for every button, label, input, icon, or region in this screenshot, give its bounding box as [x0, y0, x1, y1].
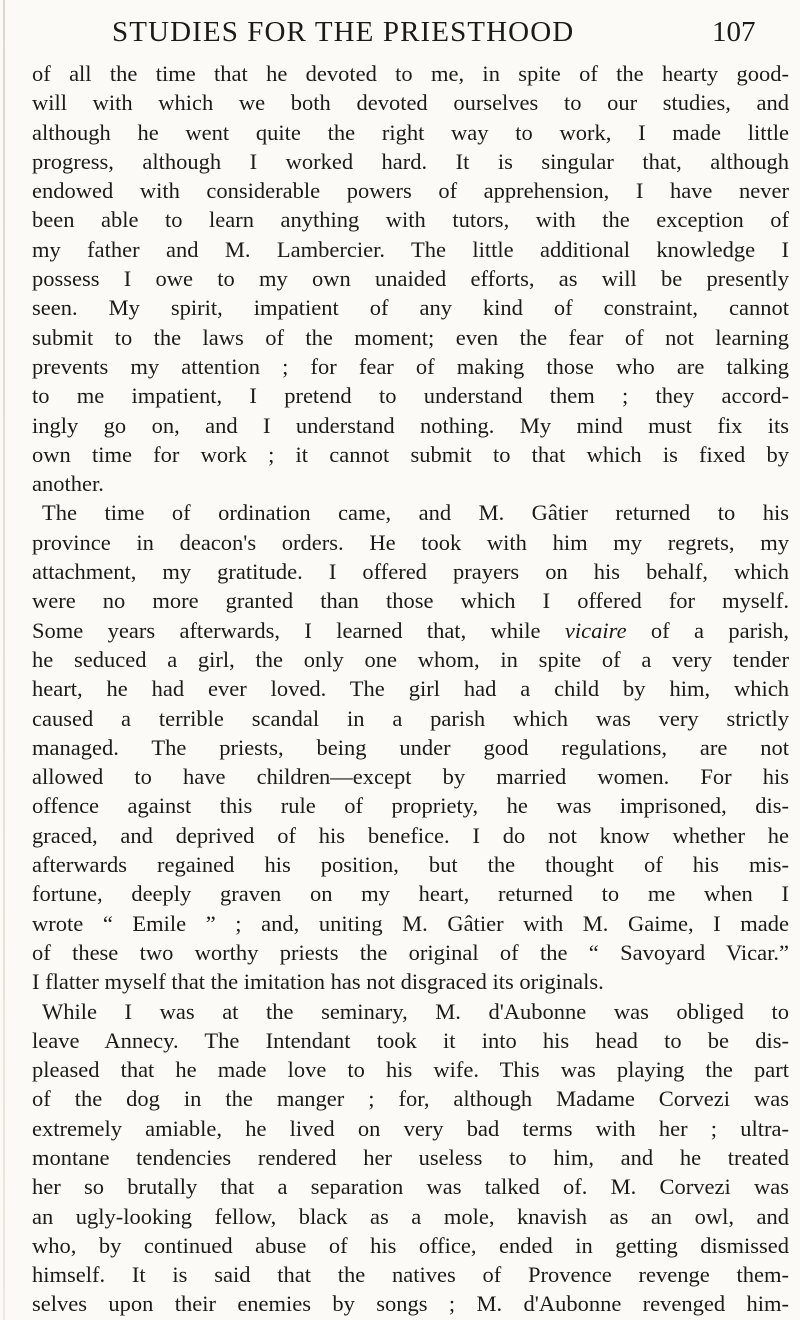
page-header	[112, 16, 800, 52]
text-line: my father and M. Lambercier. The little additional knowledge I	[32, 236, 789, 262]
text-line: an ugly-looking fellow, black as a mole, knavish as an owl, and	[32, 1203, 789, 1229]
text-line: ingly go on, and I understand nothing. My mind must fix its	[32, 412, 789, 438]
text-line: extremely amiable, he lived on very bad terms with her ; ultra-	[32, 1115, 789, 1141]
text-line: who, by continued abuse of his office, ended in getting dismissed	[32, 1232, 789, 1258]
text-line: seen. My spirit, impatient of any kind of constraint, cannot	[32, 295, 789, 321]
text-line: selves upon their enemies by songs ; M. d'Aubonne revenged him-	[32, 1291, 789, 1317]
text-line: managed. The priests, being under good regulations, are not	[32, 734, 789, 760]
text-line: heart, he had ever loved. The girl had a child by him, which	[32, 676, 789, 702]
running-head: STUDIES FOR THE PRIESTHOOD	[112, 16, 575, 48]
text-line: province in deacon's orders. He took with him my regrets, my	[32, 529, 789, 555]
text-line: progress, although I worked hard. It is singular that, although	[32, 148, 789, 174]
text-line: possess I owe to my own unaided efforts, as will be presently	[32, 266, 789, 292]
text-line: graced, and deprived of his benefice. I do not know whether he	[32, 822, 789, 848]
text-line: montane tendencies rendered her useless to him, and he treated	[32, 1144, 789, 1170]
text-line: While I was at the seminary, M. d'Aubonne was obliged to	[42, 998, 789, 1024]
italic-term: vicaire	[564, 617, 627, 643]
text-line: been able to learn anything with tutors, with the exception of	[32, 207, 789, 233]
body-text	[32, 59, 789, 1319]
text-line: pleased that he made love to his wife. This was playing the part	[32, 1057, 789, 1083]
text-line: wrote “ Emile ” ; and, uniting M. Gâtier with M. Gaime, I made	[32, 910, 789, 936]
text-line: I flatter myself that the imitation has not disgraced its originals.	[32, 969, 604, 995]
text-line: fortune, deeply graven on my heart, returned to me when I	[32, 881, 789, 907]
text-line: leave Annecy. The Intendant took it into his head to be dis-	[32, 1027, 789, 1053]
text-line: afterwards regained his position, but the thought of his mis-	[32, 852, 789, 878]
text-line: of all the time that he devoted to me, in spite of the hearty good-	[32, 61, 789, 86]
text-line: of the dog in the manger ; for, although Madame Corvezi was	[32, 1086, 789, 1112]
text-line: of these two worthy priests the original of the “ Savoyard Vicar.”	[32, 939, 789, 965]
text-line: he seduced a girl, the only one whom, in spite of a very tender	[32, 646, 789, 672]
text-line: submit to the laws of the moment; even the fear of not learning	[32, 324, 789, 350]
text-line: offence against this rule of propriety, he was imprisoned, dis-	[32, 793, 789, 819]
text-line: own time for work ; it cannot submit to that which is fixed by	[32, 441, 789, 467]
text-line: himself. It is said that the natives of Provence revenge them-	[32, 1262, 789, 1288]
text-line: to me impatient, I pretend to understand them ; they accord-	[32, 383, 789, 409]
text-line: her so brutally that a separation was talked of. M. Corvezi was	[32, 1174, 789, 1200]
text-line: prevents my attention ; for fear of making those who are talking	[32, 353, 789, 379]
text-line: caused a terrible scandal in a parish which was very strictly	[32, 705, 789, 731]
text-line: The time of ordination came, and M. Gâtier returned to his	[42, 500, 789, 526]
page-edge	[3, 0, 5, 1320]
text-line: attachment, my gratitude. I offered prayers on his behalf, which	[32, 559, 789, 585]
text-line: allowed to have children—except by married women. For his	[32, 764, 789, 790]
text-line: another.	[32, 471, 104, 497]
page-number: 107	[712, 16, 756, 48]
text-line: although he went quite the right way to work, I made little	[32, 119, 789, 145]
text-line: Some years afterwards, I learned that, while vicaire of a parish,	[32, 617, 790, 643]
text-line: endowed with considerable powers of apprehension, I have never	[32, 178, 789, 204]
text-line: were no more granted than those which I offered for myself.	[32, 588, 789, 614]
text-line: will with which we both devoted ourselves to our studies, and	[32, 90, 789, 116]
